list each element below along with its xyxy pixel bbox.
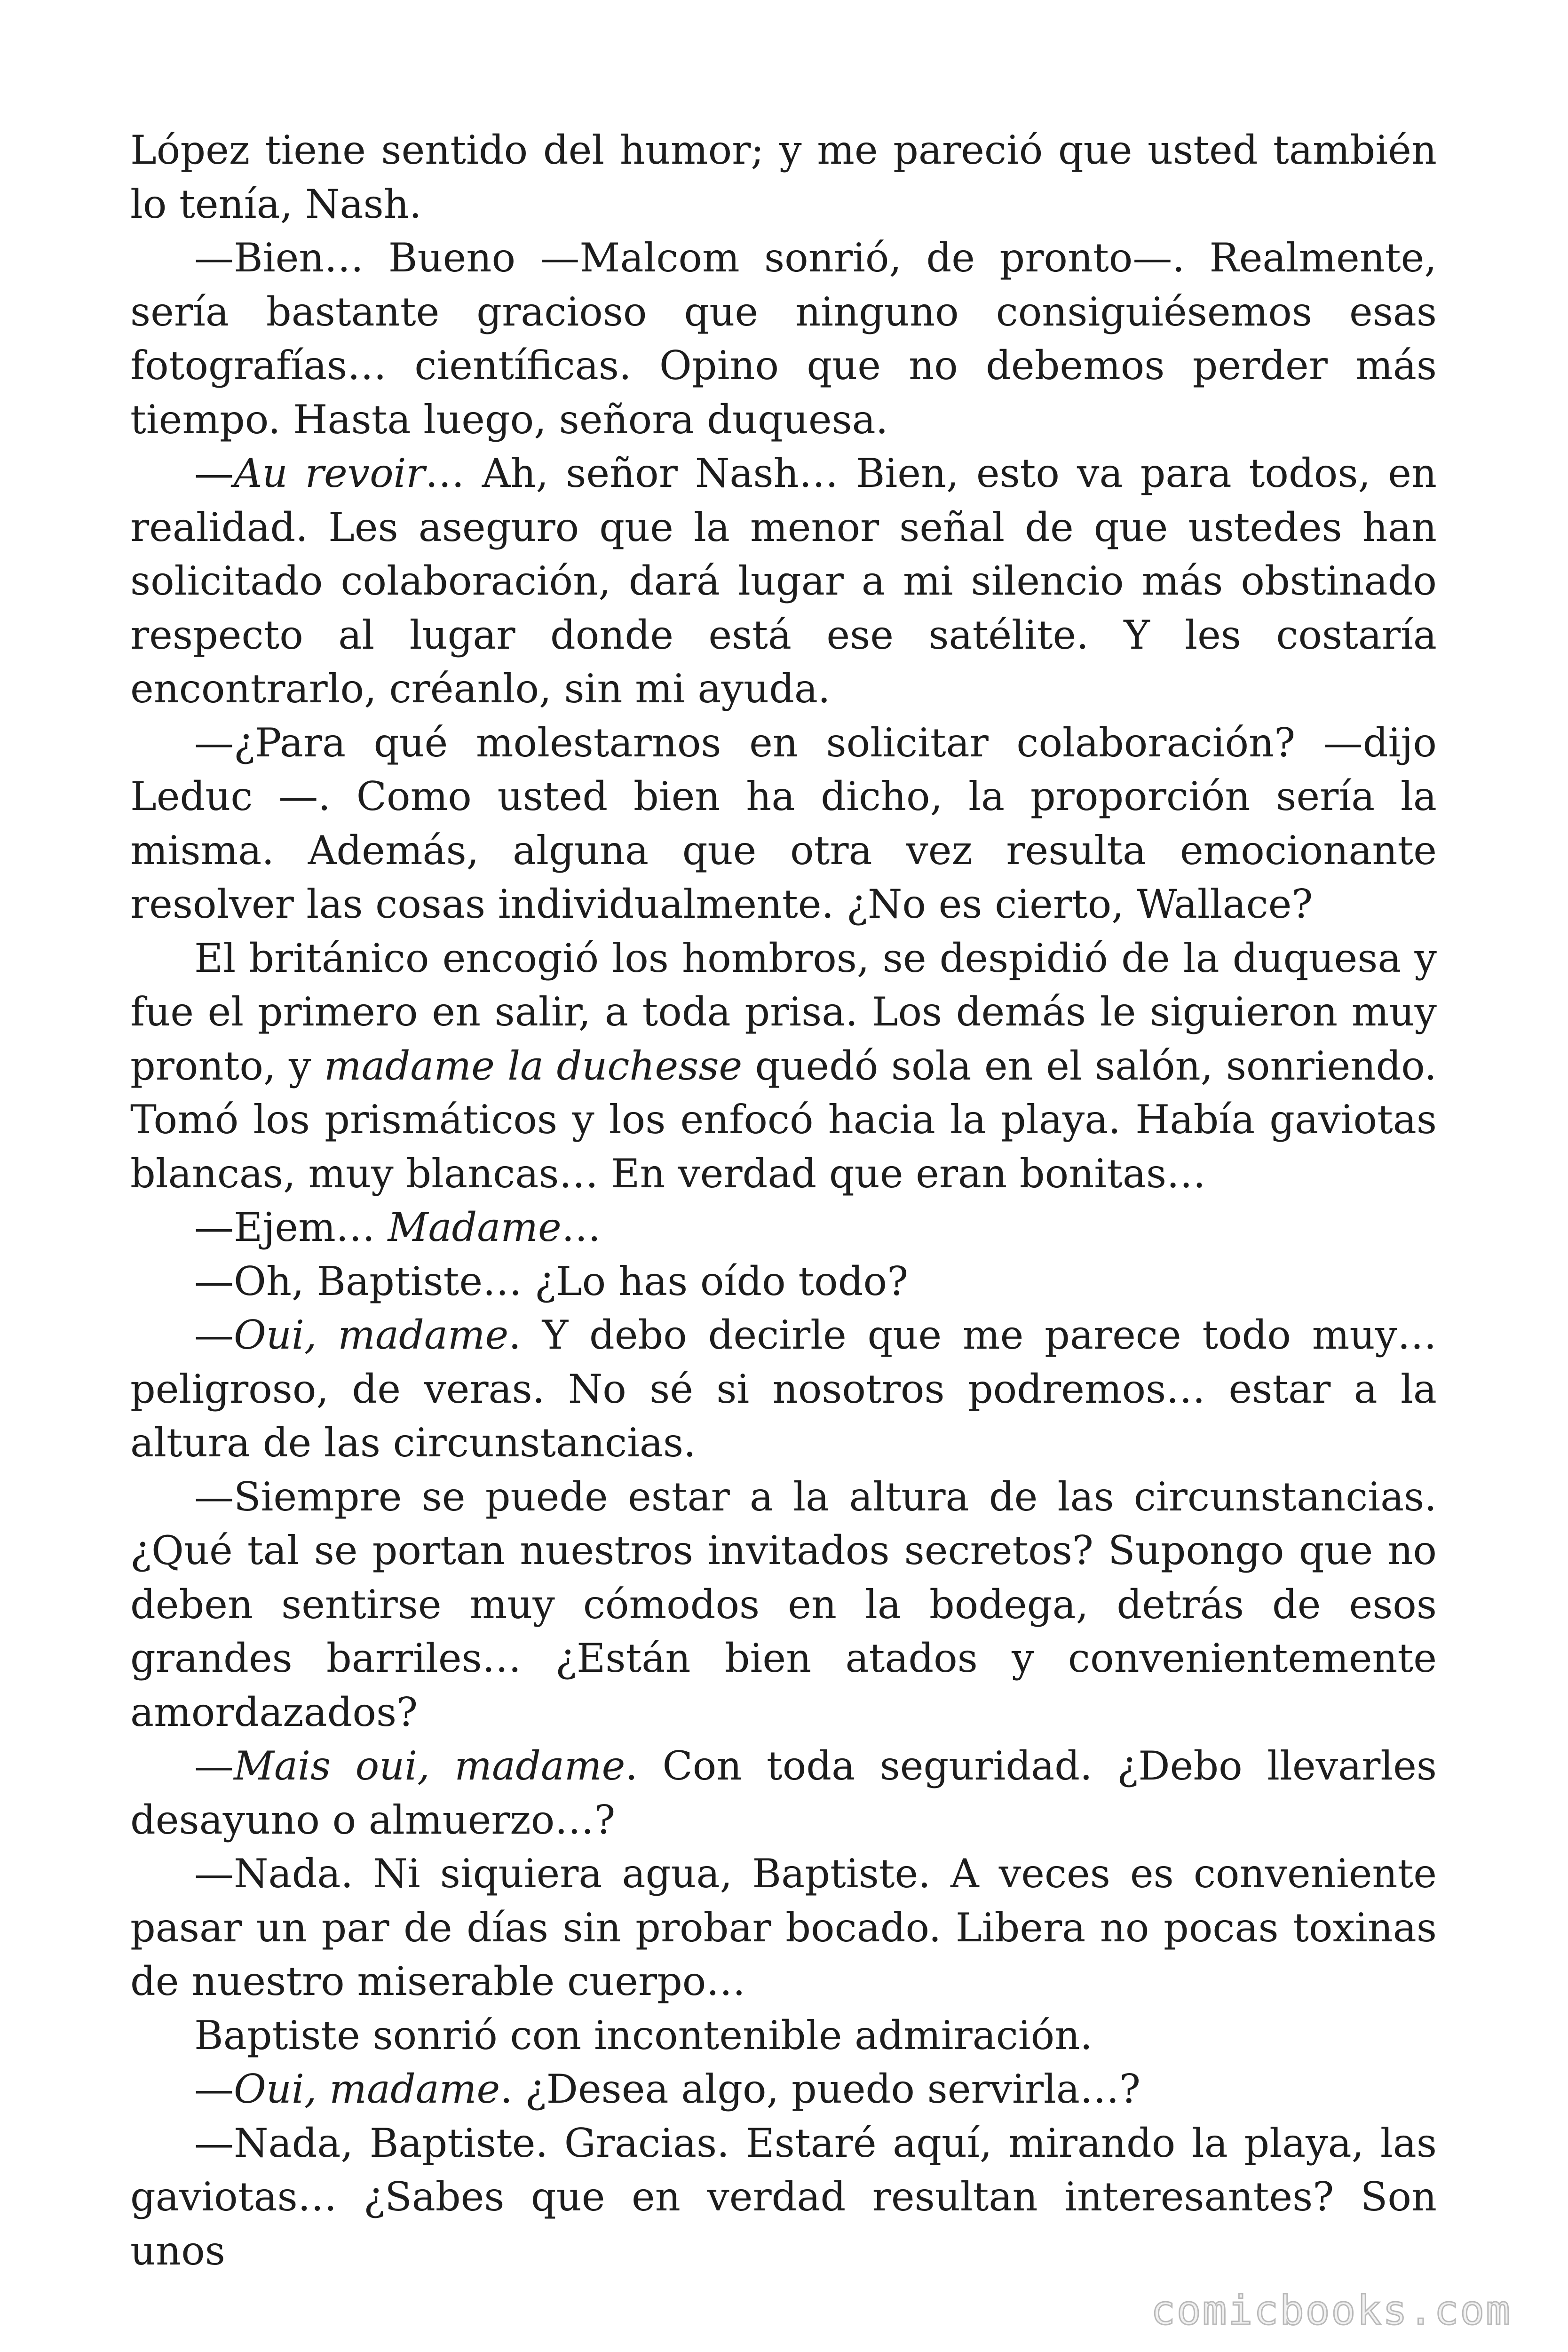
paragraph (130, 2116, 1437, 2278)
paragraph (130, 1308, 1437, 1470)
text-run: López tiene sentido del humor; y me pareció que usted también lo tenía, Nash. (130, 127, 1437, 227)
paragraph (130, 1847, 1437, 2009)
text-run: —Bien… Bueno —Malcom sonrió, de pronto—. Realmente, sería bastante gracioso que ninguno consiguiésemos esas fotografías… científicas. Opino que no debemos perder más tiempo. Hasta luego, señora duquesa. (130, 235, 1437, 443)
text-run: —Nada, Baptiste. Gracias. Estaré aquí, mirando la playa, las gaviotas… ¿Sabes que en verdad resultan interesantes? Son unos (130, 2120, 1437, 2274)
text-run: . Con toda seguridad. ¿Debo llevarles desayuno o almuerzo…? (130, 1743, 1437, 1843)
italic-text: Madame (388, 1204, 562, 1250)
text-run: Baptiste sonrió con incontenible admiración. (194, 2012, 1093, 2058)
italic-text: madame la duchesse (324, 1042, 743, 1089)
paragraph (130, 2062, 1437, 2116)
body-text (130, 123, 1437, 2278)
text-run: — (194, 1312, 234, 1358)
text-run: . ¿Desea algo, puedo servirla…? (500, 2066, 1141, 2112)
paragraph (130, 1255, 1437, 1309)
paragraph (130, 931, 1437, 1201)
text-run: . Y debo decirle que me parece todo muy… peligroso, de veras. No sé si nosotros podremos… estar a la altura de las circunstancias. (130, 1312, 1437, 1466)
text-run: quedó sola en el salón, sonriendo. Tomó los prismáticos y los enfocó hacia la playa. Había gaviotas blancas, muy blancas… En verdad que eran bonitas… (130, 1042, 1437, 1197)
text-run: — (194, 2066, 234, 2112)
paragraph (130, 2009, 1437, 2063)
text-run: —Ejem… (194, 1204, 388, 1250)
watermark-logo: comicbooks.com (1151, 2287, 1512, 2334)
text-run: —Nada. Ni siquiera agua, Baptiste. A veces es conveniente pasar un par de días sin probar bocado. Libera no pocas toxinas de nuestro miserable cuerpo… (130, 1851, 1437, 2004)
paragraph (130, 123, 1437, 231)
paragraph (130, 1200, 1437, 1255)
text-run: — (194, 450, 234, 496)
paragraph (130, 1470, 1437, 1740)
paragraph (130, 716, 1437, 931)
paragraph (130, 446, 1437, 716)
italic-text: Mais oui, madame (234, 1743, 626, 1789)
paragraph (130, 1739, 1437, 1847)
italic-text: Oui, madame (234, 2066, 500, 2112)
italic-text: Oui, madame (234, 1312, 509, 1358)
text-run: El británico encogió los hombros, se despidió de la duquesa y fue el primero en salir, a toda prisa. Los demás le siguieron muy pronto, y (130, 935, 1437, 1089)
text-run: —¿Para qué molestarnos en solicitar colaboración? —dijo Leduc —. Como usted bien ha dicho, la proporción sería la misma. Además, alguna que otra vez resulta emocionante resolver las cosas individualmente. ¿No es cierto, Wallace? (130, 719, 1437, 927)
italic-text: Au revoir (234, 450, 425, 496)
paragraph (130, 231, 1437, 446)
text-run: … Ah, señor Nash… Bien, esto va para todos, en realidad. Les aseguro que la menor señal de que ustedes han solicitado colaboración, dará lugar a mi silencio más obstinado respecto al lugar donde está ese satélite. Y les costaría encontrarlo, créanlo, sin mi ayuda. (130, 450, 1437, 712)
text-run: — (194, 1743, 234, 1789)
text-run: —Oh, Baptiste… ¿Lo has oído todo? (194, 1258, 909, 1304)
text-run: … (561, 1204, 601, 1250)
text-run: —Siempre se puede estar a la altura de las circunstancias. ¿Qué tal se portan nuestros invitados secretos? Supongo que no deben sentirse muy cómodos en la bodega, detrás de esos grandes barriles… ¿Están bien atados y convenientemente amordazados? (130, 1473, 1437, 1735)
